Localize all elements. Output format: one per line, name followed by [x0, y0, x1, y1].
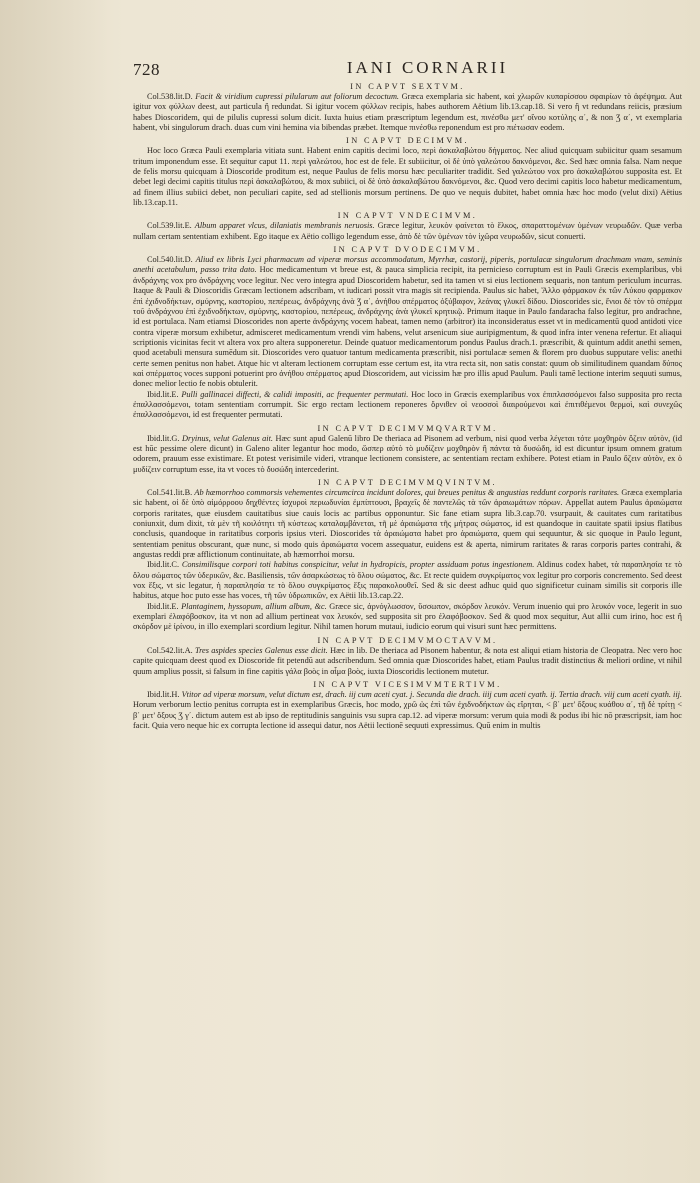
chapter-heading: IN CAPVT DECIMVMOCTAVVM.	[317, 635, 498, 645]
commentary-paragraph	[133, 646, 682, 677]
commentary-paragraph	[133, 690, 682, 731]
chapter-section	[133, 424, 682, 475]
chapter-heading: IN CAPVT DVODECIMVM.	[333, 245, 482, 255]
quoted-lemma: Facit & viridium cupressi pilularum aut foliorum decoctum.	[195, 92, 400, 101]
commentary-text: Hoc loco Græca Pauli exemplaria vitiata sunt. Habent enim capitis decimi loco, περὶ ἀσκαλαβώτου δήγματος. Nec aliud quicquam subiicitur quam sesamum tritum imponendum esse. Et sequitur caput 11. περὶ γαλεώτου, hoc est de fele. Et subiicitur, οἱ δὲ ὑπὸ γαλεώτου δακνόμενοι, &c. Sed hæc omnia falsa. Nam neque de felis morsu quicquam à Dioscoride proditum est, neque Paulus de felis morsu hæc peculiariter tradidit. Sed γαλεώτου vox pro ἀσκαλαβώτου supposita est. Et debet legi decimi capitis titulus περὶ ἀσκαλαβώτου, & mox subiici, οἱ δὲ ὑπὸ ἀσκαλαβώτου δακνόμενοι, &c. Quod vero decimi capitis loco habetur medicamentum, ad finem illius subiici debet, non peculiari capite, sed ad stellionis morsum pertinens. De quo ve nequis dubitet, habet omnia hæc hoc modo (velut dixi) Aëtius lib.13.cap.11.	[133, 146, 682, 208]
commentary-text: Hoc loco in Græcis exemplaribus vox ἐπιπλασσόμενοι falso supposita pro recta ἐπαλλασσόμενοι, totam sententiam corrumpit. Sic ergo rectam lectionem reponeres ὄρνιθεν οἱ νεοσσοὶ διαιρούμενοι καὶ ἐπιτιθέμενοι θερμοὶ, καὶ συνεχῶς ἐπαλλασσόμενοι, id est frequenter permutati.	[133, 389, 682, 420]
commentary-text: Græca exemplaria sic habent, καὶ χλωρῶν κυπαρίσσου σφαιρίων τὸ ἀφέψημα. Aut igitur vox φύλλων deest, aut particula ἢ redundat. Si igitur vocem φύλλων recipis, habes authorem Aëtium lib.13.cap.18. Si vero ἢ vt redundans reiicis, præsium habes Dioscoridem, qui de pilulis cupressi solum dicit. Iuxta huius etiam præscriptum legendum est, πινέσθω μετ' οἴνου κοτύλης α΄, & non Ʒ α΄, vt exemplaria habent, vbi singulorum drach. duas cum vini hemina via bibendas præbet. Itemque πινέσθω reponendum est pro πιέτωσαν eodem.	[133, 92, 682, 133]
commentary-paragraph	[133, 146, 682, 208]
chapter-section	[133, 136, 682, 208]
commentary-text: Horum verborum lectio penitus corrupta est in exemplaribus Græcis, hoc modo, χρῶ ὡς ἐπὶ τῶν ἐχιδνοδήκτων ὡς εἴρηται, < β΄ μετ' ὄξους κυάθου α΄, τῇ δὲ τρίτῃ < β΄ μετ' ὄξους Ʒ γ΄. dictum autem est ab ipso de reptitudinis sanguinis vsu supra cap.12. ad viperæ morsum: verum quia modi & podus ibi hic nō præscripsit, iam hoc facit. Quia vero neque hic ex corrupta lectione id assequi datur, nos Aëtii lectionē sequuti expressimus. Quū enim in multis	[133, 700, 682, 730]
commentary-text: Aldinus codex habet, τὰ παραπλησία τε τὸ ὅλου σώματος τῶν ὑδερικῶν, &c. Basiliensis, τῶν ἀσαρκώσεως τὸ ὅλου σώματος, &c. Et recte quidem συγκρίματος vox legitur pro corporis concremento. Sed deest vox ἕξις, vt sic legatur, ἡ παραπλησία τε τὸ ὅλου συγκρίματος ἕξις παρακολουθεῖ. Sed & sic deest adhuc quid quo significetur cuinam similis sit corporis ille habitus, atque hoc puto esse has voces, τῆ τῶν ὑδρωπικῶν, ex Aëtii lib.13.cap.22.	[133, 560, 682, 601]
quoted-lemma: Consimilisque corpori toti habitus conspicitur, velut in hydropicis, propter assiduam potus ingestionem.	[181, 560, 535, 570]
chapter-section	[133, 478, 682, 633]
commentary-text: Hæc in lib. De theriaca ad Pisonem habentur, & nota est aliqui etiam historia de Cleopatra. Nec vero hoc capite quicquam deest quod ex Dioscoride fit petendū aut adscribendum. Sed omnia quæ Dioscorides habet, etiam Paulus tradit distinctius & meliori ordine, vt nihil quum amplius possit, si falsum in fine capitis γάλα βοὸς in αἷμα βοὸς, iuxta Dioscoridis lectionem mutetur.	[133, 645, 682, 676]
column-reference: Col.539.lit.E.	[147, 221, 192, 231]
quoted-lemma: Tres aspides species Galenus esse dicit.	[194, 645, 328, 655]
commentary-paragraph	[133, 255, 682, 389]
column-reference: Col.538.lit.D.	[147, 92, 193, 101]
commentary-text: Græce legitur, λευκὸν φαίνεται τὸ ἕλκος, σπαραττομένων ὑμένων νευρωδῶν. Quæ verba nullam certam sententiam exhibent. Ego itaque ex Aëtio colligo legendum esse, ἀπὸ δὲ τῶν ὑμένων τὸν ἰχῶρα νευρωδῶν, sicut conuerti.	[133, 221, 682, 241]
column-reference: Col.541.lit.B.	[147, 488, 193, 497]
chapter-heading: IN CAPVT VNDECIMVM.	[337, 211, 478, 221]
commentary-paragraph	[133, 434, 682, 475]
chapter-section	[133, 82, 682, 133]
chapter-section	[133, 211, 682, 242]
commentary-body	[133, 82, 682, 731]
commentary-paragraph	[133, 488, 682, 560]
commentary-paragraph	[133, 221, 682, 242]
chapter-heading: IN CAPVT DECIMVMQVINTVM.	[318, 478, 497, 487]
chapter-heading: IN CAPVT VICESIMVMTERTIVM.	[313, 679, 502, 689]
commentary-text: Hoc medicamentum vt breue est, & pauca simplicia recipit, ita pernicieso corruptum est in Pauli Græcis exemplaribus, vbi ἀνδράχνης vox pro ἀνδράχνης voce legitur. Nec vero integra apud Dioscoridem habetur, sed ita tamen vt si eius lectionem sequaris, non tantum periculum incurras. Itaque & Pauli & Dioscoridis Græcam lectionem adscribam, vt iudicari possit vtra magis sit recipienda. Paulus sic habet, Ἄλλο φάρμακον ἐκ τῶν Λύκου φαρμακον ἐπὶ ἐχιδνοδήκτων, σμύρνης, καστορίου, πεπέρεως, ἀνδράχνης ἀνὰ Ʒ α΄, ἀνήθου σπέρματος ὀξύβαφον, λεάνας γλυκεῖ δίδου. Dioscorides sic, ἔνιοι δὲ τὸν τὸ σπέρμα τοῦ ἀνδράχνου ἐπὶ ἐχιδνοδήκτων, σμύρνης, καστορίου, πεπέρεως, ἀνδράχνης ἀνὰ γλυκεῖ κρητικῷ. Primum itaque in Paulo fandaracha falso legitur, pro andrachne, id est portulaca. Nam etiamsi Dioscorides non aperte ἀνδράχνης vocem habeat, tamen nemo (arbitror) ita inconsideratus esset vt in medicamentū quod antidoti vice contra viperæ morsum exhibetur, admisceret medicamentum vrendi vim habens, velut arsenicum siue auripigmentum, & quod infra inter venena refertur. Et aliaqui scriptionis vicinitas fecit vt altera vox pro altera supponeretur. Deinde quatuor medicamentorum pondus Paulus drach.1. præscribit, & quintum addit anethi semen, quod acetabuli mensura sumēdum sit. Dioscorides vero quatuor tantum medicamenta præscribit, nisi portulacæ semen & florem pro duobus supputare velis: anethi certe semen penitus non habet. Atque hic vt alteram lectionem corruptam esse certum est, ita vtra recta sit, non satis constat: quum ob similitudinem quandam δύπος καὶ σπέρματος voces supponi potuerint pro ἀνήθου σπέρματος apud Dioscoridem, aut vicissim hæ pro illis apud Paulum. Pauli tamē lectione interim sequuti sumus, donec melior lectio fe nobis obtulerit.	[133, 265, 682, 389]
column-reference: Ibid.lit.G.	[147, 433, 180, 443]
quoted-lemma: Vtitor ad viperæ morsum, velut dictum est, drach. iij cum aceti cyat. j. Secunda die drach. iiij cum aceti cyath. ij. Tertia drach. viij cum aceti cyath. iij.	[181, 689, 682, 699]
chapter-heading: IN CAPVT DECIMVM.	[346, 136, 469, 146]
column-reference: Ibid.lit.E.	[147, 601, 179, 611]
column-reference: Col.542.lit.A.	[147, 645, 193, 655]
commentary-text: Hæc sunt apud Galenū libro De theriaca ad Pisonem ad verbum, nisi quod verba λέγεται τότε μοχθηρὸν ὄζειν αὐτὸν, (id est hūc pessime olere dicunt) in Galeno aliter legantur hoc modo, ὥσπερ αὐτὸ τὸ μυδίζειν μοχθηρὸν ἢ πάντα τὰ δυσώδη, id est dicuntur ipsum omnem gratum odorem, prauum esse existimare. Et potest verisimile videri, vtranque lectionem consistere, ac sententiam rectam exhibere. Potest etiam in Paulo ὄζειν αὐτὸν, ex ὁ μυδίζειν corruptum esse, ita vt voces τὸ δυσώδη intercederint.	[133, 433, 682, 474]
quoted-lemma: Aliud ex libris Lyci pharmacum ad viperæ morsus accommodatum, Myrrhæ, castorij, piperis, portulacæ singulorum drachmam vnam, seminis anethi acetabulum, passo trita dato.	[133, 255, 682, 275]
chapter-heading: IN CAPVT SEXTVM.	[350, 82, 465, 91]
chapter-heading: IN CAPVT DECIMVMQVARTVM.	[317, 423, 498, 433]
commentary-paragraph	[133, 390, 682, 421]
column-reference: Ibid.lit.E.	[147, 389, 179, 399]
running-head: IANI CORNARII	[346, 58, 509, 77]
page-gutter-shadow	[0, 0, 110, 1183]
quoted-lemma: Album apparet vlcus, dilaniatis membranis neruosis.	[194, 221, 375, 231]
quoted-lemma: Plantaginem, hyssopum, allium album, &c.	[181, 601, 327, 611]
column-reference: Col.540.lit.D.	[147, 255, 193, 265]
column-reference: Ibid.lit.C.	[147, 560, 180, 570]
chapter-section	[133, 636, 682, 677]
chapter-section	[133, 245, 682, 421]
commentary-paragraph	[133, 560, 682, 601]
commentary-text: Græce sic, ἀρνόγλωσσον, ὕσσωπον, σκόρδον λευκόν. Verum inuenio qui pro λευκόν voce, legerit in suo exemplari ἐλαφόβοσκον, ita vt non ad allium pertineat vox λευκόν, sed supposita sit pro ἐλαφόβοσκον. Sed & quod mox sequitur, Aut allii cum irino, hoc est ἢ σκόρδον μὲ ἰρίνου, in illo exemplari scordium legitur. Nihil tamen horum mutaui, iudicio eorum qui visuri sunt hæc permittens.	[133, 601, 682, 632]
commentary-paragraph	[133, 92, 682, 133]
commentary-paragraph	[133, 602, 682, 633]
page-number: 728	[133, 60, 160, 79]
chapter-section	[133, 680, 682, 731]
quoted-lemma: Dryinus, velut Galenus ait.	[182, 433, 273, 443]
quoted-lemma: Pulli gallinacei diffecti, & calidi impositi, ac frequenter permutati.	[181, 389, 409, 399]
column-reference: Ibid.lit.H.	[147, 689, 180, 699]
quoted-lemma: Ab hæmorrhoo commorsis vehementes circumcirca incidunt dolores, qui breues penitus & angustias reddunt corporis raritates.	[194, 488, 620, 497]
commentary-text: Græca exemplaria sic habent, οἱ δὲ ὑπὸ αἱμόρροου δηχθέντες ἰσχυροὶ περιωδυνίαι ἐμπίπτουσι, βραχεῖς δὲ παντελῶς τὰ τῶν ἀραιωμάτων πόρων. Appellat autem Paulus ἀραιώματα corporis raritates, quæ eiusdem cauitatibus siue cauis locis ac partibus opponuntur. Sic fane etiam supra lib.3.cap.70. vsurpauit, & cauitates cum raritatibus coniunxit, dum dixit, τὰ μὲν τῆ κοιλότητι τῆ κύστεως καταλαμβάνεται, τῆ μὲ ἀραιώματα τῆς μήτρας σώματος, id est quandoque in cauitate spatii ipsius flatibus conclusis, quandoque in raritatibus corporis ipsius vteri. Dioscorides τὰ ἀραιώματα habet pro ἀραιώματα, quem qui sequuntur, & sic quoque in Paulo legunt, sententiam penitus obscurant, quæ nunc, si modo quis ἀραιώματα vocem assequatur, euidens est & aperta, nimirum raritates & raras corporis partes contrahi, & angustas reddi præ afflictionum continuitate, ab hæmorrhoi morsu.	[133, 488, 682, 560]
